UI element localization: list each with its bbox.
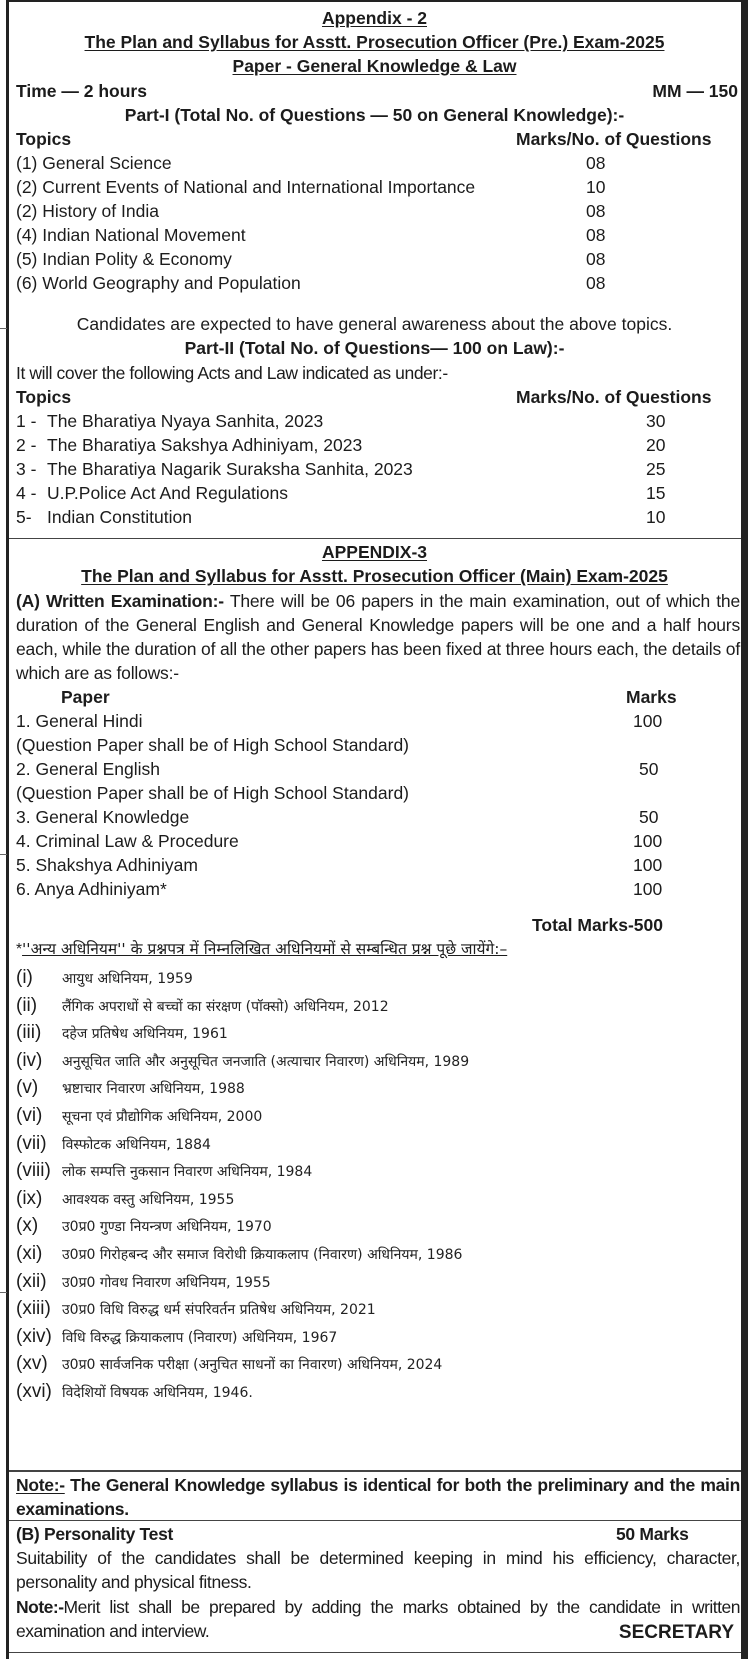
act-item xyxy=(16,992,740,1020)
paper-row xyxy=(16,829,738,853)
gk-note xyxy=(16,1473,740,1521)
topic-label: (5) Indian Polity & Economy xyxy=(16,249,232,269)
act-number: (xii) xyxy=(16,1270,47,1292)
topic-label: (4) Indian National Movement xyxy=(16,225,246,245)
item-number: 1 - xyxy=(16,411,37,431)
total-marks-row xyxy=(16,913,738,937)
item-number: 2 - xyxy=(16,435,37,455)
part2-row xyxy=(16,457,738,481)
item-number: 4 - xyxy=(16,483,37,503)
appendix2-title: Appendix - 2 xyxy=(321,8,427,28)
paper-row xyxy=(16,733,738,757)
marks-value: 08 xyxy=(586,273,606,293)
part1-row xyxy=(16,223,738,247)
gk-note-label: Note:- xyxy=(16,1475,65,1495)
part1-column-headers xyxy=(16,127,738,151)
act-text: उ0प्र0 सार्वजनिक परीक्षा (अनुचित साधनों का निवारण) अधिनियम, 2024 xyxy=(62,1357,443,1374)
marks-value: 50 xyxy=(639,807,659,827)
act-number: (ii) xyxy=(16,994,38,1016)
signature-row xyxy=(16,1621,738,1645)
act-text: सूचना एवं प्रौद्योगिक अधिनियम, 2000 xyxy=(62,1109,263,1125)
act-item xyxy=(16,1212,740,1240)
paper-row xyxy=(16,805,738,829)
margin-mark xyxy=(0,854,7,855)
act-item xyxy=(16,964,740,992)
time-row xyxy=(16,79,738,103)
section-divider xyxy=(9,1470,741,1472)
papers-column-headers xyxy=(16,685,738,709)
appendix2-subtitle: The Plan and Syllabus for Asstt. Prosecution Officer (Pre.) Exam-2025 xyxy=(84,32,665,52)
marks-value: 100 xyxy=(633,831,663,851)
act-text: उ0प्र0 विधि विरुद्ध धर्म संपरिवर्तन प्रतिषेध अधिनियम, 2021 xyxy=(62,1302,376,1319)
time-label: Time — 2 hours xyxy=(16,81,147,101)
frame-border-left xyxy=(6,0,9,1659)
gk-note-text: The General Knowledge syllabus is identical for both the preliminary and the main examinations. xyxy=(16,1475,740,1519)
act-text: विधि विरुद्ध क्रियाकलाप (निवारण) अधिनियम, 1967 xyxy=(62,1329,338,1346)
topic-label: The Bharatiya Nagarik Suraksha Sanhita, 2023 xyxy=(47,459,413,479)
paper-label: 1. General Hindi xyxy=(16,711,143,731)
col-topics: Topics xyxy=(16,387,72,407)
part2-row xyxy=(16,409,738,433)
act-item xyxy=(16,1323,740,1351)
act-item xyxy=(16,1130,740,1158)
merit-note-text: Merit list shall be prepared by adding the marks obtained by the candidate in written examination and interview. xyxy=(16,1597,740,1641)
marks-value: 08 xyxy=(586,201,606,221)
paper-label: 2. General English xyxy=(16,759,160,779)
act-item xyxy=(16,1047,740,1075)
written-exam-text: There will be 06 papers in the main examination, out of which the duration of the General English and General Knowledge papers will be one and a half hours each, while the duration of all the other papers has been fixed at three hours each, the details of which are as follows:- xyxy=(16,591,740,683)
appendix3-subtitle: The Plan and Syllabus for Asstt. Prosecution Officer (Main) Exam-2025 xyxy=(81,566,668,586)
paper-row xyxy=(16,781,738,805)
act-text: आवश्यक वस्तु अधिनियम, 1955 xyxy=(62,1191,235,1208)
act-item xyxy=(16,1102,740,1130)
paper-label: 3. General Knowledge xyxy=(16,807,190,827)
marks-value: 100 xyxy=(633,711,663,731)
paper-row xyxy=(16,853,738,877)
appendix2-paper: Paper - General Knowledge & Law xyxy=(232,56,517,76)
topic-label: (6) World Geography and Population xyxy=(16,273,301,293)
part1-row xyxy=(16,247,738,271)
act-number: (xiv) xyxy=(16,1325,52,1347)
act-item xyxy=(16,1378,740,1406)
act-number: (xiii) xyxy=(16,1298,51,1320)
act-number: (x) xyxy=(16,1215,39,1237)
part2-column-headers xyxy=(16,385,738,409)
part2-intro: It will cover the following Acts and Law indicated as under:- xyxy=(16,363,448,383)
paper-label: 4. Criminal Law & Procedure xyxy=(16,831,239,851)
marks-value: 10 xyxy=(586,177,606,197)
topic-label: (2) Current Events of National and International Importance xyxy=(16,177,476,197)
personality-row xyxy=(16,1522,738,1546)
act-number: (vii) xyxy=(16,1132,47,1154)
act-number: (i) xyxy=(16,967,33,988)
part2-heading: Part-II (Total No. of Questions— 100 on Law):- xyxy=(184,338,565,358)
act-number: (v) xyxy=(16,1077,39,1099)
marks-value: 25 xyxy=(646,459,666,479)
act-text: उ0प्र0 गोवध निवारण अधिनियम, 1955 xyxy=(62,1274,271,1291)
topic-label: The Bharatiya Nyaya Sanhita, 2023 xyxy=(47,411,324,431)
act-text: भ्रष्टाचार निवारण अधिनियम, 1988 xyxy=(62,1081,245,1098)
act-number: (vi) xyxy=(16,1105,43,1126)
act-item xyxy=(16,1019,740,1047)
col-paper: Paper xyxy=(61,687,110,707)
act-number: (viii) xyxy=(16,1160,51,1182)
personality-marks: 50 Marks xyxy=(616,1524,689,1544)
topic-label: The Bharatiya Sakshya Adhiniyam, 2023 xyxy=(47,435,363,455)
act-text: अनुसूचित जाति और अनुसूचित जनजाति (अत्याचार निवारण) अधिनियम, 1989 xyxy=(62,1053,470,1070)
marks-value: 15 xyxy=(646,483,666,503)
paper-row xyxy=(16,877,738,901)
item-number: 5- xyxy=(16,507,32,527)
part2-row xyxy=(16,505,738,529)
act-number: (xv) xyxy=(16,1353,48,1375)
marks-value: 08 xyxy=(586,249,606,269)
paper-label: (Question Paper shall be of High School Standard) xyxy=(16,783,410,803)
total-marks: Total Marks-500 xyxy=(532,915,663,935)
paper-label: 6. Anya Adhiniyam* xyxy=(16,879,167,899)
part1-row xyxy=(16,175,738,199)
act-item xyxy=(16,1157,740,1185)
topic-label: (2) History of India xyxy=(16,201,159,221)
frame-border-right xyxy=(741,0,748,1659)
section-divider xyxy=(9,538,741,539)
part2-row xyxy=(16,481,738,505)
personality-text: Suitability of the candidates shall be determined keeping in mind his efficiency, character, personality and physical fitness. xyxy=(16,1548,740,1592)
paper-row xyxy=(16,757,738,781)
act-text: उ0प्र0 गिरोहबन्द और समाज विरोधी क्रियाकलाप (निवारण) अधिनियम, 1986 xyxy=(62,1247,463,1263)
part1-note: Candidates are expected to have general awareness about the above topics. xyxy=(76,314,673,334)
act-item xyxy=(16,1185,740,1213)
part1-row xyxy=(16,151,738,175)
max-marks: MM — 150 xyxy=(652,81,738,101)
section-divider xyxy=(9,1520,741,1521)
act-text: उ0प्र0 गुण्डा नियन्त्रण अधिनियम, 1970 xyxy=(62,1219,272,1236)
margin-mark xyxy=(0,1292,7,1293)
marks-value: 10 xyxy=(646,507,666,527)
act-text: आयुध अधिनियम, 1959 xyxy=(62,971,193,987)
item-number: 3 - xyxy=(16,459,37,479)
paper-row xyxy=(16,709,738,733)
personality-label: (B) Personality Test xyxy=(16,1524,174,1544)
hindi-heading-text: ''अन्य अधिनियम'' के प्रश्नपत्र में निम्नलिखित अधिनियमों से सम्बन्धित प्रश्न पूछे जायेंगे:– xyxy=(22,940,508,958)
marks-value: 100 xyxy=(633,879,663,899)
act-item xyxy=(16,1268,740,1296)
marks-value: 50 xyxy=(639,759,659,779)
part1-row xyxy=(16,271,738,295)
act-text: विदेशियों विषयक अधिनियम, 1946. xyxy=(62,1385,253,1401)
topic-label: (1) General Science xyxy=(16,153,172,173)
paper-label: (Question Paper shall be of High School Standard) xyxy=(16,735,410,755)
marks-value: 08 xyxy=(586,225,606,245)
act-number: (xvi) xyxy=(16,1381,52,1402)
part1-heading: Part-I (Total No. of Questions — 50 on General Knowledge):- xyxy=(124,105,625,125)
marks-value: 100 xyxy=(633,855,663,875)
written-exam-paragraph xyxy=(16,589,740,685)
merit-note-label: Note:- xyxy=(16,1597,64,1617)
act-text: दहेज प्रतिषेध अधिनियम, 1961 xyxy=(62,1026,228,1043)
act-item xyxy=(16,1074,740,1102)
topic-label: Indian Constitution xyxy=(47,507,192,527)
col-marks: Marks xyxy=(626,687,677,707)
topic-label: U.P.Police Act And Regulations xyxy=(47,483,288,503)
act-text: लोक सम्पत्ति नुकसान निवारण अधिनियम, 1984 xyxy=(62,1164,313,1181)
appendix3-title: APPENDIX-3 xyxy=(321,542,428,562)
act-number: (iv) xyxy=(16,1049,43,1071)
marks-value: 20 xyxy=(646,435,666,455)
act-number: (ix) xyxy=(16,1187,43,1209)
signature: SECRETARY xyxy=(618,1622,734,1643)
act-text: विस्फोटक अधिनियम, 1884 xyxy=(62,1136,211,1153)
paper-label: 5. Shakshya Adhiniyam xyxy=(16,855,198,875)
part2-row xyxy=(16,433,738,457)
margin-mark xyxy=(0,328,7,329)
act-text: लैंगिक अपराधों से बच्चों का संरक्षण (पॉक्सो) अधिनियम, 2012 xyxy=(62,998,389,1015)
col-marks: Marks/No. of Questions xyxy=(516,129,712,149)
bottom-divider xyxy=(9,1652,741,1653)
col-topics: Topics xyxy=(16,129,72,149)
frame-border-top xyxy=(6,0,748,2)
act-item xyxy=(16,1240,740,1268)
written-exam-label: (A) Written Examination:- xyxy=(16,591,224,611)
marks-value: 30 xyxy=(646,411,666,431)
act-number: (iii) xyxy=(16,1022,42,1044)
act-item xyxy=(16,1295,740,1323)
col-marks: Marks/No. of Questions xyxy=(516,387,712,407)
asterisk: * xyxy=(16,941,23,958)
act-item xyxy=(16,1350,740,1378)
hindi-heading xyxy=(16,937,726,962)
marks-value: 08 xyxy=(586,153,606,173)
act-number: (xi) xyxy=(16,1243,43,1264)
part1-row xyxy=(16,199,738,223)
